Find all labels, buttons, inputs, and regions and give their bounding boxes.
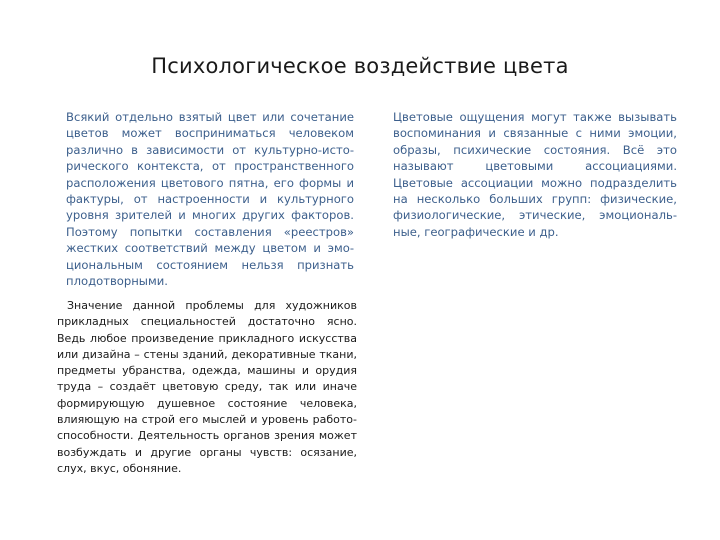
left-black-paragraph: Значение данной проблемы для художников прикладных специальностей достаточно ясно. Ведь любое произведение прикладного искусства или дизайна – стены зданий, декоративные ткани, предметы убранства, одежда, машины и орудия труда – создаёт цветовую среду, так или иначе формирующую душевное состояние человека, влияющую на строй его мыслей и уровень работоспособности. Деятельность органов зрения может возбуждать и другие органы чувств: осязание, слух, вкус, обоняние. — [57, 299, 357, 475]
left-blue-paragraph: Всякий отдельно взятый цвет или сочетание цветов может восприниматься человеком различно в зависимости от культурно-исторического контекста, от пространственного расположения цветового пятна, его формы и фактуры, от настроенности и культурного уровня зрителей и многих других факторов. Поэтому попытки составления «реестров» жестких соответствий между цветом и эмоциональным состоянием нельзя признать плодотворными. — [66, 110, 354, 289]
right-blue-paragraph: Цветовые ощущения могут также вызывать воспоминания и связанные с ними эмоции, образы, психические состояния. Всё это называют цветовыми ассоциациями. Цветовые ассоциации можно подразделить на несколько больших групп: физические, физиологические, этические, эмоциональные, географические и др. — [393, 110, 677, 239]
slide-title: Психологическое воздействие цвета — [151, 54, 569, 78]
